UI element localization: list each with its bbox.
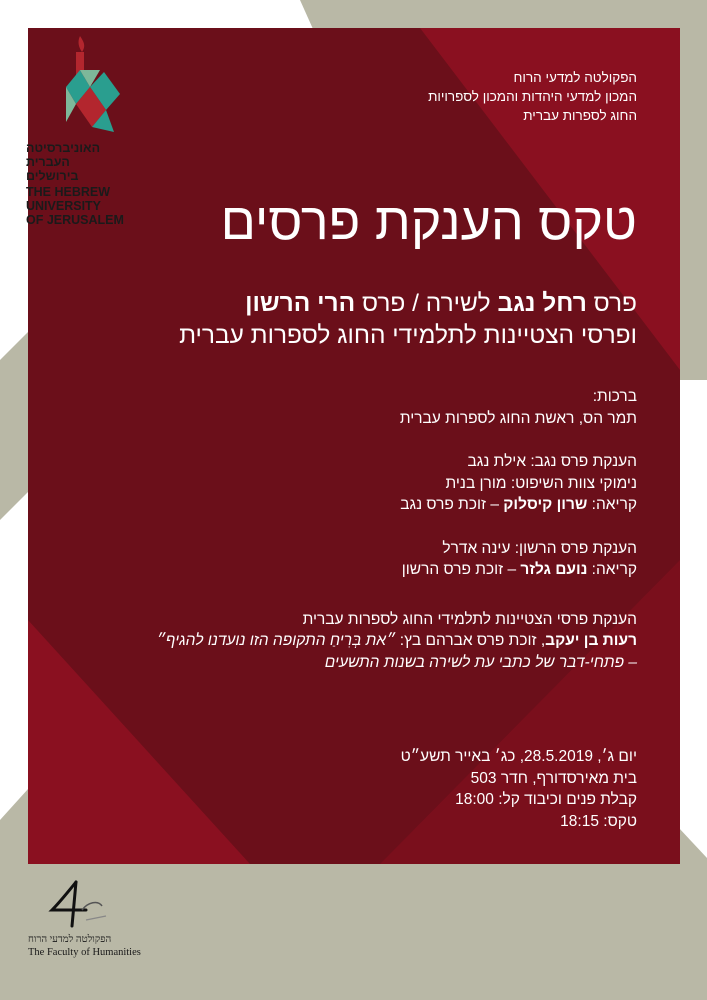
university-name-english <box>26 185 176 227</box>
harshon-reading-item <box>77 559 637 581</box>
faculty-name-hebrew: הפקולטה למדעי הרוח <box>28 934 112 945</box>
faculty-name-english: The Faculty of Humanities <box>28 947 141 958</box>
organizer-line: המכון למדעי היהדות והמכון לספרויות <box>428 89 637 104</box>
university-name-he-line: בירושלים <box>26 169 79 183</box>
subtitle <box>179 288 637 352</box>
winner-name-excellence: רעות בן יעקב <box>545 632 637 649</box>
winner-name-negev: שרון קיסלוק <box>503 496 588 513</box>
subtitle-text: פרס <box>586 290 637 317</box>
organizer-line: החוג לספרות עברית <box>523 108 637 123</box>
faculty-of-humanities-emblem-icon <box>46 880 112 930</box>
organizer-header <box>428 68 637 125</box>
university-name-en-line: THE HEBREW <box>26 185 111 199</box>
university-name-hebrew <box>26 141 116 183</box>
reading-suffix: – זוכת פרס הרשון <box>401 561 521 578</box>
university-name-he-line: האוניברסיטה <box>26 141 101 155</box>
organizer-line: הפקולטה למדעי הרוח <box>513 70 637 85</box>
prize-name-negev: רחל נגב <box>497 290 587 317</box>
excellence-prize-text: , זוכת פרס אברהם בץ: <box>395 632 546 649</box>
program-list <box>77 386 637 673</box>
university-logo <box>26 32 176 227</box>
excellence-award-item: הענקת פרסי הצטיינות לתלמידי החוג לספרות עברית <box>302 610 637 628</box>
subtitle-line-1 <box>179 288 637 320</box>
event-details <box>401 746 637 832</box>
reading-label: קריאה: <box>587 496 637 513</box>
event-ceremony-time: טקס: 18:15 <box>560 812 637 830</box>
harshon-award-item: הענקת פרס הרשון: עינה אדרל <box>442 539 637 557</box>
university-name-he-line: העברית <box>26 155 70 169</box>
subtitle-text: לשירה / פרס <box>355 290 498 317</box>
hebrew-university-emblem-icon <box>62 32 124 137</box>
subtitle-line-2: ופרסי הצטיינות לתלמידי החוג לספרות עברית <box>179 322 637 349</box>
excellence-essay-title: ״את בְּרִיחַ התקופה הזו נועדנו להגיף״ <box>156 632 396 649</box>
faculty-logo <box>28 880 178 958</box>
university-name-en-line: OF JERUSALEM <box>26 213 124 227</box>
reading-suffix: – זוכת פרס נגב <box>400 496 504 513</box>
reading-label: קריאה: <box>587 561 637 578</box>
event-date: יום ג׳, 28.5.2019, כג׳ באייר תשע״ט <box>400 748 637 765</box>
university-name-en-line: UNIVERSITY <box>26 199 102 213</box>
prize-name-harshon: הרי הרשון <box>245 290 356 317</box>
negev-reading-item <box>77 494 637 516</box>
event-location: בית מאירסדורף, חדר 503 <box>470 769 637 787</box>
page-title: טקס הענקת פרסים <box>220 193 637 251</box>
excellence-winner-item <box>77 630 637 652</box>
excellence-essay-subtitle: – פתחי-דבר של כתבי עת לשירה בשנות התשעים <box>324 653 637 671</box>
greetings-heading: ברכות: <box>592 388 637 405</box>
event-reception-time: קבלת פנים וכיבוד קל: 18:00 <box>455 791 637 808</box>
winner-name-harshon: נועם גלזר <box>520 561 588 578</box>
negev-award-item: הענקת פרס נגב: אילת נגב <box>467 453 637 470</box>
greetings-speaker: תמר הס, ראשת החוג לספרות עברית <box>399 409 637 427</box>
negev-jury-item: נימוקי צוות השיפוט: מורן בנית <box>445 474 637 492</box>
